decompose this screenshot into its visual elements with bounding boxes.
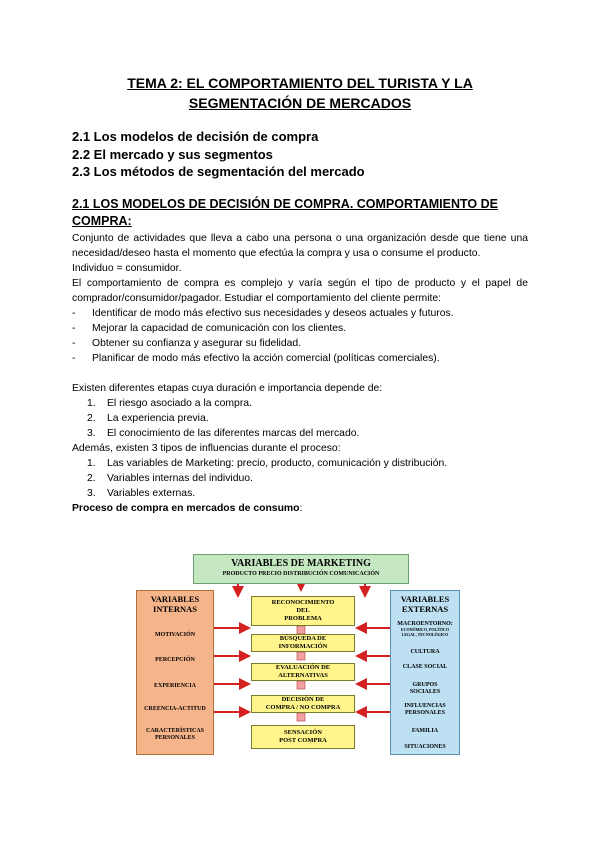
toc-item: 2.1 Los modelos de decisión de compra	[72, 129, 319, 144]
title-line-2: SEGMENTACIÓN DE MERCADOS	[188, 95, 412, 111]
proceso-label: Proceso de compra en mercados de consumo:	[72, 503, 303, 514]
section-body	[72, 231, 528, 516]
internas-title: VARIABLES	[150, 594, 200, 604]
permite-list	[72, 306, 528, 366]
purchase-process-diagram	[133, 550, 463, 760]
internal-variable: EXPERIENCIA	[153, 683, 196, 689]
list-item: - Obtener su confianza y asegurar su fidelidad.	[92, 336, 528, 351]
external-variable: LEGAL, TECNOLÓGICO	[401, 632, 449, 637]
list-item: La experiencia previa.	[107, 413, 209, 424]
intro-paragraph: Conjunto de actividades que lleva a cabo una persona o una organización desde que tiene una necesidad/deseo hasta el momento que efectúa la compra y usa o consume el producto.	[72, 233, 528, 259]
internal-variable: PERSONALES	[154, 735, 195, 741]
external-variables-box	[390, 590, 460, 755]
toc-item: 2.3 Los métodos de segmentación del mercado	[72, 164, 365, 179]
external-variable: CULTURA	[410, 649, 440, 655]
process-step: EVALUACIÓN DE ALTERNATIVAS	[251, 663, 355, 681]
external-variable: FAMILIA	[411, 728, 439, 734]
step-arrow	[297, 652, 305, 660]
list-item: Variables externas.	[107, 488, 196, 499]
comportamiento-paragraph: El comportamiento de compra es complejo y varía según el tipo de producto y el papel de comprador/consumidor/pagador. Estudiar el comportamiento del cliente permite:	[72, 278, 528, 304]
list-item: - Planificar de modo más efectivo la acción comercial (políticas comerciales).	[92, 351, 528, 366]
internal-variable: CREENCIA-ACTITUD	[144, 706, 206, 712]
process-step: DECISIÓN DE COMPRA / NO COMPRA	[251, 695, 355, 713]
list-item: - Identificar de modo más efectivo sus necesidades y deseos actuales y futuros.	[92, 306, 528, 321]
step-arrow	[297, 713, 305, 721]
external-variable: CLASE SOCIAL	[402, 664, 448, 670]
externas-title: VARIABLES	[400, 594, 450, 604]
etapas-intro: Existen diferentes etapas cuya duración e importancia depende de:	[72, 383, 383, 394]
external-variable: GRUPOS	[412, 682, 438, 688]
external-variable: SOCIALES	[409, 689, 441, 695]
external-variable: ECONÓMICO, POLÍTICO	[400, 627, 449, 632]
marketing-variables-box	[193, 554, 409, 584]
external-variable: PERSONALES	[404, 710, 445, 716]
etapas-list: 1. El riesgo asociado a la compra. 2. La experiencia previa. 3. El conocimiento de las diferentes marcas del mercado.	[87, 398, 360, 439]
list-item: Variables internas del individuo.	[107, 473, 253, 484]
external-variable: MACROENTORNO:	[397, 621, 453, 627]
toc-item: 2.2 El mercado y sus segmentos	[72, 146, 273, 162]
internal-variable: CARACTERÍSTICAS	[145, 728, 204, 734]
process-step: BÚSQUEDA DE INFORMACIÓN	[251, 634, 355, 652]
list-item: El conocimiento de las diferentes marcas del mercado.	[107, 428, 360, 439]
internal-variables-box	[136, 590, 214, 755]
list-item: El riesgo asociado a la compra.	[107, 398, 252, 409]
external-variable: SITUACIONES	[404, 744, 446, 750]
section-heading: 2.1 LOS MODELOS DE DECISIÓN DE COMPRA. COMPORTAMIENTO DE COMPRA:	[72, 197, 498, 228]
process-step: RECONOCIMIENTO DEL PROBLEMA	[251, 596, 355, 626]
document-title	[70, 73, 530, 113]
process-step: SENSACIÓN POST COMPRA	[251, 725, 355, 749]
internal-variable: MOTIVACIÓN	[154, 632, 196, 638]
marketing-subtitle: PRODUCTO PRECIO DISTRIBUCIÓN COMUNICACIÓN	[222, 571, 380, 577]
internas-title: INTERNAS	[153, 604, 197, 614]
table-of-contents	[72, 128, 365, 181]
marketing-title: VARIABLES DE MARKETING	[231, 558, 371, 569]
step-arrow	[297, 681, 305, 689]
internal-variable: PERCEPCIÓN	[155, 657, 195, 663]
influencias-intro: Además, existen 3 tipos de influencias durante el proceso:	[72, 443, 341, 454]
influencias-list: 1. Las variables de Marketing: precio, producto, comunicación y distribución. 2. Variables internas del individuo. 3. Variables externas.	[87, 458, 448, 499]
externas-title: EXTERNAS	[401, 604, 449, 614]
individuo-line: Individuo = consumidor.	[72, 263, 182, 274]
list-item: Las variables de Marketing: precio, producto, comunicación y distribución.	[107, 458, 448, 469]
title-line-1: TEMA 2: EL COMPORTAMIENTO DEL TURISTA Y LA	[127, 75, 473, 91]
external-variable: INFLUENCIAS	[404, 703, 446, 709]
step-arrow	[297, 626, 305, 634]
list-item: - Mejorar la capacidad de comunicación con los clientes.	[92, 321, 528, 336]
